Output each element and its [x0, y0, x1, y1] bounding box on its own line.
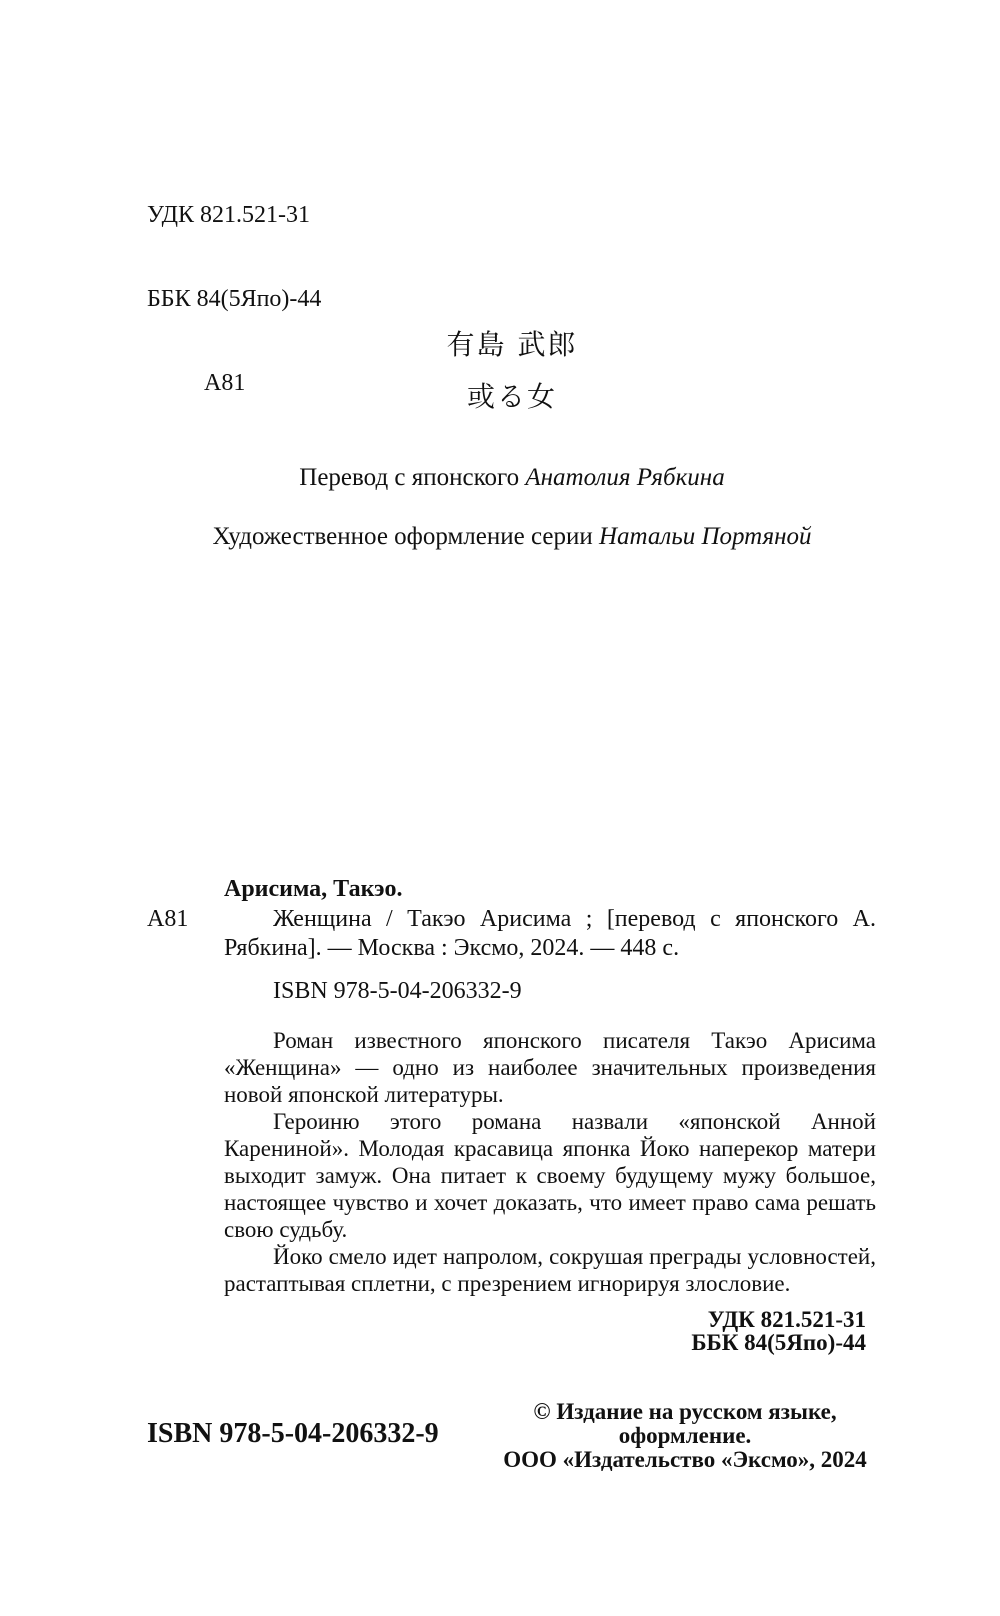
bbk-code-bottom: ББК 84(5Япо)-44 — [691, 1330, 866, 1355]
annotation-paragraph: Йоко смело идет напролом, сокрушая преграды условностей, растаптывая сплетни, с презрением игнорируя злословие. — [224, 1244, 876, 1296]
bbk-code: ББК 84(5Япо)-44 — [147, 286, 322, 312]
udk-code: УДК 821.521-31 — [147, 202, 310, 228]
card-isbn: ISBN 978-5-04-206332-9 — [273, 978, 522, 1004]
translator-name: Анатолия Рябкина — [525, 464, 725, 491]
annotation-paragraph: Героиню этого романа назвали «японской Анной Карениной». Молодая красавица японка Йоко наперекор матери выходит замуж. Она питает к своему будущему мужу большое, настоящее чувство и хочет доказать, что имеет право сама решать свою судьбу. — [224, 1109, 876, 1242]
translation-credit-prefix: Перевод с японского — [299, 464, 526, 491]
classification-footer — [224, 1308, 866, 1354]
author-code: А81 — [204, 370, 246, 396]
japanese-author-name: 有島 武郎 — [446, 328, 578, 361]
design-credit-prefix: Художественное оформление серии — [212, 523, 599, 550]
udk-code-bottom: УДК 821.521-31 — [707, 1307, 866, 1332]
card-author-code: А81 — [147, 906, 189, 932]
translation-credit — [147, 464, 877, 492]
footer-isbn: ISBN 978-5-04-206332-9 — [147, 1418, 439, 1449]
annotation-paragraph: Роман известного японского писателя Такэо Арисима «Женщина» — одно из наиболее значительных произведения новой японской литературы. — [224, 1028, 876, 1107]
copyright-line-2: ООО «Издательство «Эксмо», 2024 — [503, 1447, 867, 1472]
copyright-line-1: © Издание на русском языке, оформление. — [533, 1399, 837, 1448]
annotation — [224, 1027, 876, 1297]
card-author-heading: Арисима, Такэо. — [224, 876, 403, 902]
design-credit — [147, 523, 877, 551]
copyright-block — [480, 1400, 890, 1472]
card-bibliographic-entry: Женщина / Такэо Арисима ; [перевод с японского А. Рябкина]. — Москва : Эксмо, 2024. — 448 с. — [224, 906, 876, 961]
japanese-book-title: 或る女 — [466, 380, 557, 413]
designer-name: Натальи Портяной — [599, 523, 812, 550]
